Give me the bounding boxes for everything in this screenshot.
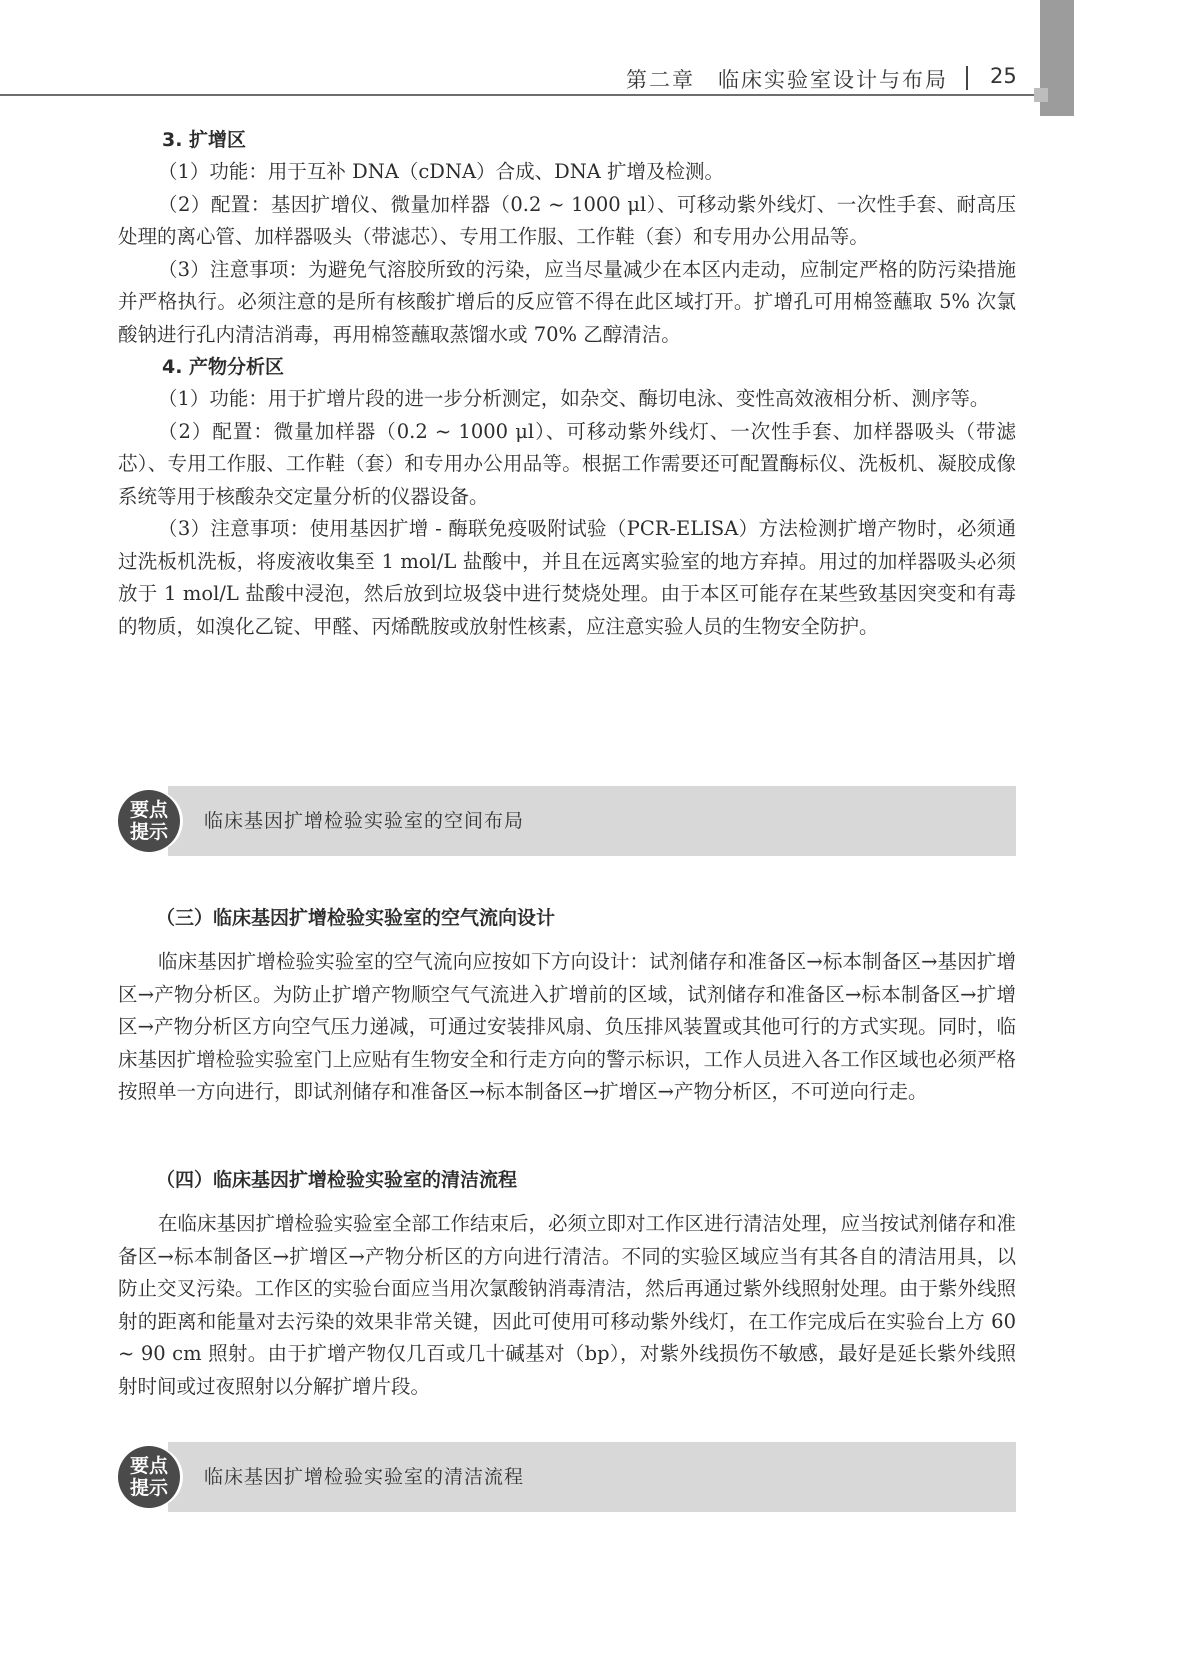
header-rule xyxy=(0,94,1040,96)
subsection-title: （四）临床基因扩增检验实验室的清洁流程 xyxy=(156,1169,518,1191)
keypoint-text: 临床基因扩增检验实验室的空间布局 xyxy=(204,810,525,832)
paragraph: 在临床基因扩增检验实验室全部工作结束后，必须立即对工作区进行清洁处理，应当按试剂储存和准备区→标本制备区→扩增区→产物分析区的方向进行清洁。不同的实验区域应当有其各自的清洁用具，以防止交叉污染。工作区的实验台面应当用次氯酸钠消毒清洁，然后再通过紫外线照射处理。由于紫外线照射的距离和能量对去污染的效果非常关键，因此可使用可移动紫外线灯，在工作完成后在实验台上方 60 ~ 90 cm 照射。由于扩增产物仅几百或几十碱基对（bp），对紫外线损伤不敏感，最好是延长紫外线照射时间或过夜照射以分解扩增片段。 xyxy=(118,1212,1017,1398)
page-header xyxy=(0,0,1192,96)
keypoint-box xyxy=(118,1442,1016,1512)
badge-line: 要点 xyxy=(129,1455,168,1477)
paragraph: 临床基因扩增检验实验室的空气流向应按如下方向设计：试剂储存和准备区→标本制备区→基因扩增区→产物分析区。为防止扩增产物顺空气气流进入扩增前的区域，试剂储存和准备区→标本制备区→扩增区→产物分析区方向空气压力递减，可通过安装排风扇、负压排风装置或其他可行的方式实现。同时，临床基因扩增检验实验室门上应贴有生物安全和行走方向的警示标识，工作人员进入各工作区域也必须严格按照单一方向进行，即试剂储存和准备区→标本制备区→扩增区→产物分析区，不可逆向行走。 xyxy=(118,950,1016,1103)
subsection-title: （三）临床基因扩增检验实验室的空气流向设计 xyxy=(156,907,556,929)
paragraph: （3）注意事项：使用基因扩增 - 酶联免疫吸附试验（PCR-ELISA）方法检测扩增产物时，必须通过洗板机洗板，将废液收集至 1 mol/L 盐酸中，并且在远离实验室的地方弃掉。用过的加样器吸头必须放于 1 mol/L 盐酸中浸泡，然后放到垃圾袋中进行焚烧处理。由于本区可能存在某些致基因突变和有毒的物质，如溴化乙锭、甲醛、丙烯酰胺或放射性核素，应注意实验人员的生物安全防护。 xyxy=(118,517,1016,638)
paragraph: （3）注意事项：为避免气溶胶所致的污染，应当尽量减少在本区内走动，应制定严格的防污染措施并严格执行。必须注意的是所有核酸扩增后的反应管不得在此区域打开。扩增孔可用棉签蘸取 5% 次氯酸钠进行孔内清洁消毒，再用棉签蘸取蒸馏水或 70% 乙醇清洁。 xyxy=(118,257,1016,346)
keypoint-badge xyxy=(118,790,180,852)
keypoint-text: 临床基因扩增检验实验室的清洁流程 xyxy=(204,1466,525,1488)
page-number: 25 xyxy=(990,64,1017,88)
paragraph: （2）配置：基因扩增仪、微量加样器（0.2 ~ 1000 μl）、可移动紫外线灯、一次性手套、耐高压处理的离心管、加样器吸头（带滤芯）、专用工作服、工作鞋（套）和专用办公用品等。 xyxy=(118,192,1016,248)
badge-line: 提示 xyxy=(129,821,168,843)
keypoint-box xyxy=(118,786,1016,856)
chapter-tab-notch xyxy=(1034,88,1048,102)
badge-line: 要点 xyxy=(129,799,168,821)
paragraph: （2）配置：微量加样器（0.2 ~ 1000 μl）、可移动紫外线灯、一次性手套、加样器吸头（带滤芯）、专用工作服、工作鞋（套）和专用办公用品等。根据工作需要还可配置酶标仪、洗板机、凝胶成像系统等用于核酸杂交定量分析的仪器设备。 xyxy=(118,419,1016,508)
keypoint-badge xyxy=(118,1446,180,1508)
subsection-air-flow xyxy=(118,902,1016,1109)
chapter-title: 第二章 临床实验室设计与布局 xyxy=(626,68,948,92)
badge-line: 提示 xyxy=(129,1477,168,1499)
subsection-cleaning-process xyxy=(118,1164,1016,1403)
header-separator xyxy=(966,66,968,90)
section-title-product-analysis-area: 4. 产物分析区 xyxy=(162,356,285,378)
paragraph: （1）功能：用于互补 DNA（cDNA）合成、DNA 扩增及检测。 xyxy=(158,160,725,183)
paragraph: （1）功能：用于扩增片段的进一步分析测定，如杂交、酶切电泳、变性高效液相分析、测序等。 xyxy=(158,387,990,410)
section-title-amplification-area: 3. 扩增区 xyxy=(162,129,247,151)
main-body-top xyxy=(118,124,1016,643)
